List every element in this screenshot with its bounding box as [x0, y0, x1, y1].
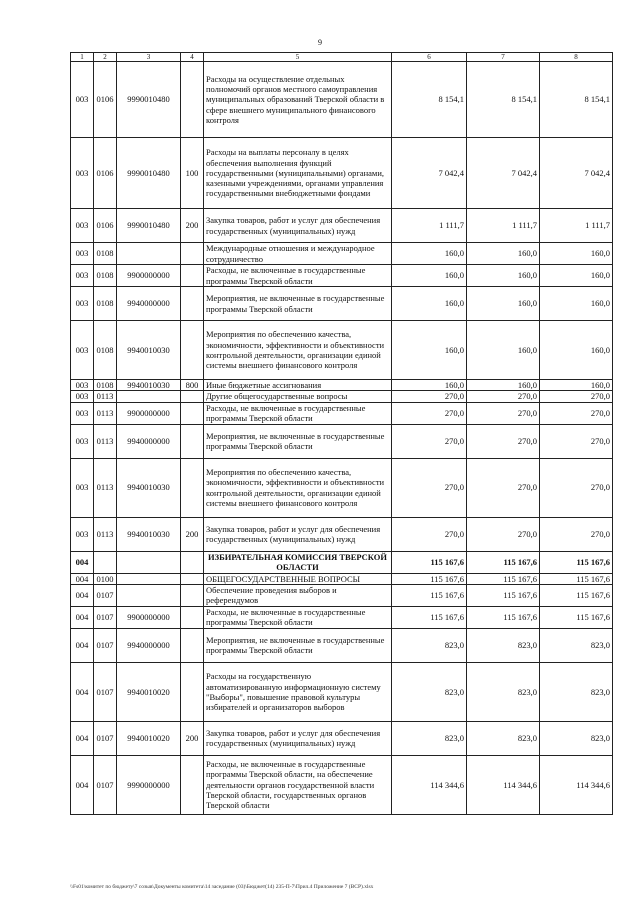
amount-col-8: 270,0: [540, 402, 613, 424]
amount-col-6: 1 111,7: [392, 209, 467, 243]
amount-col-6: 270,0: [392, 391, 467, 402]
table-row: [71, 517, 613, 551]
expense-description: Международные отношения и международное сотрудничество: [204, 243, 392, 265]
target-article-code: 9940000000: [117, 287, 181, 321]
amount-col-6: 115 167,6: [392, 584, 467, 606]
expense-type-code: [181, 606, 204, 628]
table-row: [71, 551, 613, 573]
amount-col-8: 115 167,6: [540, 584, 613, 606]
target-article-code: 9940010020: [117, 662, 181, 721]
amount-col-8: 115 167,6: [540, 606, 613, 628]
amount-col-6: 115 167,6: [392, 573, 467, 584]
amount-col-7: 114 344,6: [467, 755, 540, 814]
expense-type-code: [181, 584, 204, 606]
expense-description: Расходы, не включенные в государственные программы Тверской области, на обеспечение деятельности органов государственной власти Тверской области, государственных органов Тверской области: [204, 755, 392, 814]
table-row: [71, 287, 613, 321]
target-article-code: 9940000000: [117, 628, 181, 662]
table-row: [71, 402, 613, 424]
section-code: 0107: [94, 628, 117, 662]
expense-description: Мероприятия, не включенные в государственные программы Тверской области: [204, 424, 392, 458]
amount-col-7: 115 167,6: [467, 584, 540, 606]
department-code: 004: [71, 606, 94, 628]
department-code: 003: [71, 287, 94, 321]
target-article-code: 9900000000: [117, 402, 181, 424]
expense-type-code: [181, 243, 204, 265]
department-code: 004: [71, 584, 94, 606]
department-code: 003: [71, 380, 94, 391]
amount-col-6: 115 167,6: [392, 606, 467, 628]
amount-col-8: 115 167,6: [540, 573, 613, 584]
amount-col-7: 823,0: [467, 662, 540, 721]
department-code: 003: [71, 517, 94, 551]
department-code: 003: [71, 391, 94, 402]
department-code: 004: [71, 755, 94, 814]
expense-type-code: [181, 62, 204, 138]
expense-type-code: [181, 402, 204, 424]
amount-col-8: 8 154,1: [540, 62, 613, 138]
amount-col-6: 823,0: [392, 721, 467, 755]
section-code: 0108: [94, 287, 117, 321]
target-article-code: 9940010030: [117, 380, 181, 391]
expense-type-code: [181, 321, 204, 380]
table-row: [71, 573, 613, 584]
expense-type-code: 100: [181, 138, 204, 209]
department-code: 003: [71, 138, 94, 209]
amount-col-8: 115 167,6: [540, 551, 613, 573]
target-article-code: [117, 551, 181, 573]
table-row: [71, 265, 613, 287]
amount-col-7: 160,0: [467, 380, 540, 391]
amount-col-7: 823,0: [467, 628, 540, 662]
amount-col-8: 7 042,4: [540, 138, 613, 209]
amount-col-7: 160,0: [467, 265, 540, 287]
expense-description: Другие общегосударственные вопросы: [204, 391, 392, 402]
section-code: 0106: [94, 62, 117, 138]
amount-col-6: 160,0: [392, 287, 467, 321]
target-article-code: [117, 391, 181, 402]
target-article-code: 9940000000: [117, 424, 181, 458]
expense-description: ОБЩЕГОСУДАРСТВЕННЫЕ ВОПРОСЫ: [204, 573, 392, 584]
target-article-code: 9990010480: [117, 138, 181, 209]
budget-table: [70, 52, 613, 815]
amount-col-7: 823,0: [467, 721, 540, 755]
file-path-footer: \\Fs01\комитет по бюджету\7 созыв\Документы комитета\14 заседание (03)\Бюджет(14) 235-П-7\Прил.4 Приложение 7 (ВСР).xlsx: [70, 884, 374, 890]
amount-col-7: 160,0: [467, 321, 540, 380]
expense-type-code: [181, 458, 204, 517]
table-row: [71, 424, 613, 458]
department-code: 004: [71, 662, 94, 721]
department-code: 003: [71, 402, 94, 424]
expense-description: Закупка товаров, работ и услуг для обеспечения государственных (муниципальных) нужд: [204, 209, 392, 243]
column-number: 4: [181, 53, 204, 62]
column-number: 8: [540, 53, 613, 62]
expense-description: Закупка товаров, работ и услуг для обеспечения государственных (муниципальных) нужд: [204, 721, 392, 755]
target-article-code: 9990010480: [117, 209, 181, 243]
department-code: 004: [71, 628, 94, 662]
section-code: 0113: [94, 517, 117, 551]
amount-col-8: 160,0: [540, 321, 613, 380]
table-row: [71, 321, 613, 380]
section-code: [94, 551, 117, 573]
department-code: 003: [71, 209, 94, 243]
expense-description: Иные бюджетные ассигнования: [204, 380, 392, 391]
amount-col-8: 160,0: [540, 265, 613, 287]
expense-type-code: [181, 755, 204, 814]
target-article-code: 9900000000: [117, 265, 181, 287]
amount-col-7: 160,0: [467, 287, 540, 321]
expense-description: Мероприятия, не включенные в государственные программы Тверской области: [204, 628, 392, 662]
section-code: 0107: [94, 584, 117, 606]
target-article-code: 9940010030: [117, 458, 181, 517]
department-code: 003: [71, 243, 94, 265]
expense-type-code: 200: [181, 721, 204, 755]
section-code: 0108: [94, 265, 117, 287]
amount-col-7: 115 167,6: [467, 573, 540, 584]
target-article-code: 9900000000: [117, 606, 181, 628]
table-row: [71, 606, 613, 628]
table-row: [71, 755, 613, 814]
section-code: 0100: [94, 573, 117, 584]
section-code: 0108: [94, 321, 117, 380]
target-article-code: 9940010030: [117, 321, 181, 380]
amount-col-6: 160,0: [392, 380, 467, 391]
target-article-code: 9940010020: [117, 721, 181, 755]
target-article-code: [117, 584, 181, 606]
page-number: 9: [318, 38, 322, 47]
table-row: [71, 380, 613, 391]
amount-col-8: 823,0: [540, 721, 613, 755]
section-code: 0113: [94, 458, 117, 517]
amount-col-7: 270,0: [467, 391, 540, 402]
table-row: [71, 243, 613, 265]
expense-type-code: 200: [181, 209, 204, 243]
table-row: [71, 391, 613, 402]
amount-col-6: 270,0: [392, 517, 467, 551]
table-row: [71, 662, 613, 721]
target-article-code: 9990000000: [117, 755, 181, 814]
amount-col-6: 160,0: [392, 321, 467, 380]
section-code: 0108: [94, 243, 117, 265]
amount-col-8: 114 344,6: [540, 755, 613, 814]
amount-col-6: 823,0: [392, 628, 467, 662]
amount-col-7: 115 167,6: [467, 606, 540, 628]
section-code: 0113: [94, 391, 117, 402]
section-code: 0107: [94, 721, 117, 755]
table-row: [71, 209, 613, 243]
amount-col-7: 1 111,7: [467, 209, 540, 243]
section-code: 0113: [94, 402, 117, 424]
amount-col-8: 270,0: [540, 391, 613, 402]
table-row: [71, 584, 613, 606]
amount-col-7: 7 042,4: [467, 138, 540, 209]
section-code: 0107: [94, 606, 117, 628]
expense-type-code: [181, 573, 204, 584]
amount-col-6: 8 154,1: [392, 62, 467, 138]
amount-col-8: 160,0: [540, 243, 613, 265]
expense-description: Расходы, не включенные в государственные программы Тверской области: [204, 606, 392, 628]
table-row: [71, 138, 613, 209]
amount-col-6: 823,0: [392, 662, 467, 721]
amount-col-7: 160,0: [467, 243, 540, 265]
section-code: 0106: [94, 138, 117, 209]
department-code: 004: [71, 573, 94, 584]
department-code: 003: [71, 62, 94, 138]
expense-description: Расходы, не включенные в государственные программы Тверской области: [204, 402, 392, 424]
amount-col-8: 1 111,7: [540, 209, 613, 243]
amount-col-6: 270,0: [392, 424, 467, 458]
expense-type-code: [181, 628, 204, 662]
column-number: 6: [392, 53, 467, 62]
expense-description: Закупка товаров, работ и услуг для обеспечения государственных (муниципальных) нужд: [204, 517, 392, 551]
column-number-row: [71, 53, 613, 62]
amount-col-8: 270,0: [540, 458, 613, 517]
amount-col-7: 8 154,1: [467, 62, 540, 138]
amount-col-7: 270,0: [467, 424, 540, 458]
amount-col-8: 270,0: [540, 517, 613, 551]
department-code: 004: [71, 721, 94, 755]
table-row: [71, 62, 613, 138]
expense-description: Обеспечение проведения выборов и референдумов: [204, 584, 392, 606]
target-article-code: [117, 573, 181, 584]
expense-type-code: [181, 391, 204, 402]
amount-col-7: 270,0: [467, 458, 540, 517]
section-code: 0113: [94, 424, 117, 458]
expense-description: Расходы на государственную автоматизированную информационную систему "Выборы", повышение правовой культуры избирателей и организаторов выборов: [204, 662, 392, 721]
expense-type-code: [181, 265, 204, 287]
department-code: 003: [71, 424, 94, 458]
expense-description: Мероприятия по обеспечению качества, экономичности, эффективности и объективности контрольной деятельности, организации единой системы внешнего финансового контроля: [204, 321, 392, 380]
department-code: 003: [71, 458, 94, 517]
column-number: 2: [94, 53, 117, 62]
column-number: 3: [117, 53, 181, 62]
section-code: 0108: [94, 380, 117, 391]
table-row: [71, 721, 613, 755]
column-number: 1: [71, 53, 94, 62]
expense-type-code: [181, 551, 204, 573]
department-code: 003: [71, 265, 94, 287]
target-article-code: 9990010480: [117, 62, 181, 138]
amount-col-8: 160,0: [540, 287, 613, 321]
expense-description: Мероприятия, не включенные в государственные программы Тверской области: [204, 287, 392, 321]
expense-type-code: 800: [181, 380, 204, 391]
expense-type-code: 200: [181, 517, 204, 551]
section-code: 0107: [94, 755, 117, 814]
expense-description: Расходы, не включенные в государственные программы Тверской области: [204, 265, 392, 287]
amount-col-6: 270,0: [392, 402, 467, 424]
column-number: 5: [204, 53, 392, 62]
amount-col-6: 160,0: [392, 243, 467, 265]
expense-type-code: [181, 662, 204, 721]
amount-col-7: 270,0: [467, 517, 540, 551]
amount-col-8: 270,0: [540, 424, 613, 458]
amount-col-8: 160,0: [540, 380, 613, 391]
expense-description: Расходы на осуществление отдельных полномочий органов местного самоуправления муниципальных образований Тверской области в сфере внешнего муниципального финансового контроля: [204, 62, 392, 138]
section-code: 0107: [94, 662, 117, 721]
amount-col-8: 823,0: [540, 628, 613, 662]
amount-col-6: 114 344,6: [392, 755, 467, 814]
table-row: [71, 628, 613, 662]
target-article-code: [117, 243, 181, 265]
amount-col-7: 115 167,6: [467, 551, 540, 573]
department-code: 004: [71, 551, 94, 573]
amount-col-6: 7 042,4: [392, 138, 467, 209]
table-row: [71, 458, 613, 517]
amount-col-6: 115 167,6: [392, 551, 467, 573]
amount-col-6: 270,0: [392, 458, 467, 517]
amount-col-6: 160,0: [392, 265, 467, 287]
expense-description: ИЗБИРАТЕЛЬНАЯ КОМИССИЯ ТВЕРСКОЙ ОБЛАСТИ: [204, 551, 392, 573]
target-article-code: 9940010030: [117, 517, 181, 551]
expense-type-code: [181, 424, 204, 458]
expense-type-code: [181, 287, 204, 321]
column-number: 7: [467, 53, 540, 62]
section-code: 0106: [94, 209, 117, 243]
amount-col-7: 270,0: [467, 402, 540, 424]
amount-col-8: 823,0: [540, 662, 613, 721]
department-code: 003: [71, 321, 94, 380]
expense-description: Расходы на выплаты персоналу в целях обеспечения выполнения функций государственными (муниципальными) органами, казенными учреждениями, органами управления государственными внебюджетными фондами: [204, 138, 392, 209]
expense-description: Мероприятия по обеспечению качества, экономичности, эффективности и объективности контрольной деятельности, организации единой системы внешнего финансового контроля: [204, 458, 392, 517]
